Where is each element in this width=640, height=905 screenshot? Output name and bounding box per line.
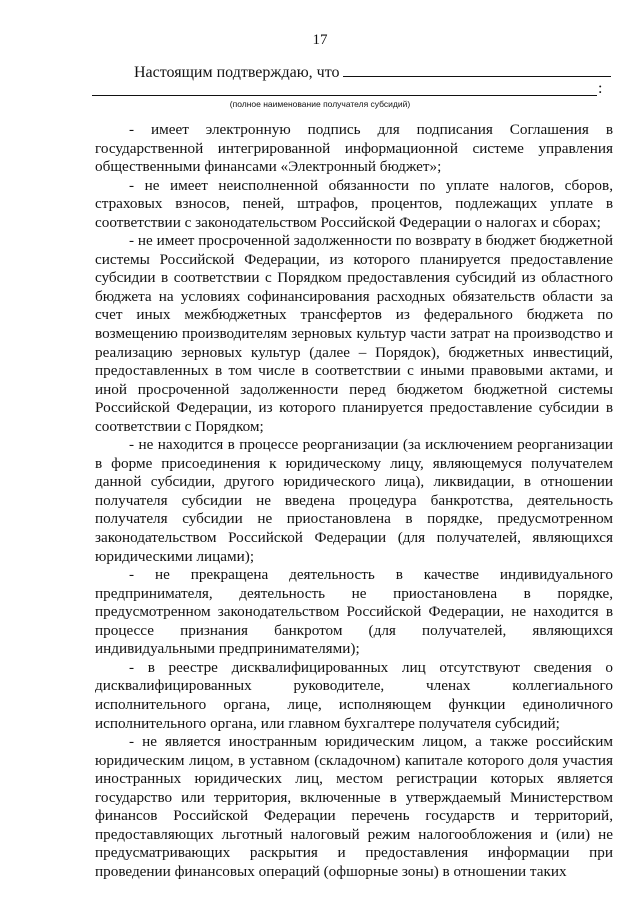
recipient-blank-full	[92, 83, 597, 96]
condition-no-tax-debt: - не имеет неисполненной обязанности по уплате налогов, сборов, страховых взносов, пеней, штрафов, процентов, подлежащих уплате в соответствии с законодательством Российской Федерации о налогах и сборах;	[95, 176, 613, 231]
condition-electronic-signature: - имеет электронную подпись для подписания Соглашения в государственной интегрированной информационной системе управления общественными финансами «Электронный бюджет»;	[95, 121, 613, 176]
confirmation-intro: Настоящим подтверждаю, что	[134, 64, 340, 81]
condition-no-overdue-debt: - не имеет просроченной задолженности по возврату в бюджет бюджетной системы Российской Федерации, из которого планируется предоставление субсидии в соответствии с Порядком предоставления субсидий из областного бюджета на условиях софинансирования расходных обязательств области за счет иных межбюджетных трансфертов из федерального бюджета по возмещению производителям зерновых культур части затрат на производство и реализацию зерновых культур (далее – Порядок), бюджетных инвестиций, предоставленных в том числе в соответствии с иными правовыми актами, и иной просроченной задолженности перед бюджетом бюджетной системы Российской Федерации, из которого планируется предоставление субсидии в соответствии с Порядком;	[95, 232, 613, 435]
conditions-list	[95, 121, 613, 881]
recipient-blank-colon: :	[598, 80, 603, 97]
condition-not-foreign-entity: - не является иностранным юридическим лицом, а также российским юридическим лицом, в уставном (складочном) капитале которого доля участия иностранных юридических лиц, местом регистрации которых является государство или территория, включенные в утверждаемый Министерством финансов Российской Федерации перечень государств и территорий, предоставляющих льготный налоговый режим налогообложения и (или) не предусматривающих раскрытия и предоставления информации при проведении финансовых операций (офшорные зоны) в отношении таких	[95, 733, 613, 880]
condition-no-disqualified-persons: - в реестре дисквалифицированных лиц отсутствуют сведения о дисквалифицированных руководителе, членах коллегиального исполнительного органа, лице, исполняющем функции единоличного исполнительного органа, или главном бухгалтере получателя субсидий;	[95, 658, 613, 732]
recipient-caption: (полное наименование получателя субсидий)	[229, 99, 411, 109]
page-number: 17	[312, 32, 328, 48]
confirmation-line	[134, 62, 614, 82]
recipient-blank-short	[343, 62, 611, 77]
condition-no-reorganization: - не находится в процессе реорганизации (за исключением реорганизации в форме присоединения к юридическому лицу, являющемуся получателем данной субсидии, другого юридического лица), ликвидации, в отношении получателя субсидии не введена процедура банкротства, деятельность получателя субсидии не приостановлена в порядке, предусмотренном законодательством Российской Федерации (для получателей, являющихся юридическими лицами);	[95, 436, 613, 565]
condition-entrepreneur-active: - не прекращена деятельность в качестве индивидуального предпринимателя, деятельность не приостановлена в порядке, предусмотренном законодательством Российской Федерации, не находится в процессе признания банкротом (для получателей, являющихся индивидуальными предпринимателями);	[95, 566, 613, 658]
